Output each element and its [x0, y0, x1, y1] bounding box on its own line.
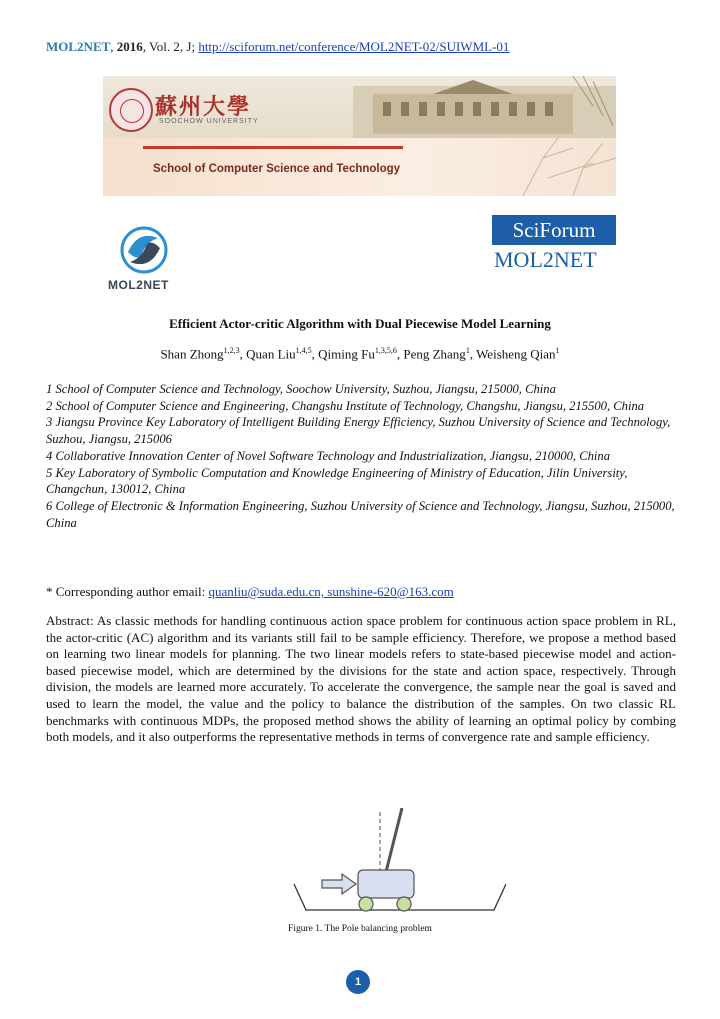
affiliation-item: 6 College of Electronic & Information Engineering, Suzhou University of Science and Technology, Jiangsu, Suzhou, 215000, China	[46, 498, 675, 530]
affiliation-list	[46, 381, 676, 531]
university-seal-icon	[109, 88, 153, 132]
corresponding-author	[46, 584, 454, 600]
affiliation-item: 2 School of Computer Science and Engineering, Changshu Institute of Technology, Changshu, Jiangsu, 215500, China	[46, 398, 645, 413]
conference-link[interactable]: http://sciforum.net/conference/MOL2NET-02/SUIWML-01	[198, 39, 510, 54]
sciforum-badge: SciForum	[492, 215, 616, 245]
affiliation-item: 1 School of Computer Science and Technology, Soochow University, Suzhou, Jiangsu, 215000, China	[46, 382, 556, 396]
journal-name: MOL2NET	[46, 39, 111, 54]
affiliation-item: 4 Collaborative Innovation Center of Novel Software Technology and Industrialization, Jiangsu, 210000, China	[46, 448, 611, 463]
journal-year: 2016	[116, 39, 143, 54]
author-affiliation-marker: 1	[465, 346, 470, 355]
abstract: Abstract: As classic methods for handling continuous action space problem for continuous action space problem in RL, the actor-critic (AC) algorithm and its variants still fail to be sample efficiency. Therefore, we propose a method based on learning two linear models for planning. The two linear models refers to state-based piecewise model and action-based piecewise model, which are determined by the divisions for the state and action space, respectively. Through division, the models are learned more accurately. To accelerate the convergence, the sample near the goal is saved and used to learn the model, the value and the policy to balance the distribution of the samples. On two classic RL benchmarks with continuous MDPs, the proposed method shows the ability of learning an optimal policy by combing both models, and it also outperforms the representative methods in terms of convergence rate and sample efficiency.	[46, 613, 676, 745]
paper-title: Efficient Actor-critic Algorithm with Dual Piecewise Model Learning	[169, 316, 551, 331]
journal-volume: , Vol. 2, J;	[142, 39, 196, 54]
mol2net-label: MOL2NET	[494, 247, 597, 272]
banner-rule	[143, 146, 403, 149]
university-chinese-name: 蘇州大學	[155, 94, 252, 120]
banner-top-band	[103, 76, 616, 138]
author: Qiming Fu	[318, 346, 375, 362]
corresponding-email-link[interactable]: quanliu@suda.edu.cn, sunshine-620@163.com	[208, 584, 454, 599]
page-number: 1	[346, 970, 370, 994]
department-name: School of Computer Science and Technology	[153, 163, 401, 175]
author-affiliation-marker: 1	[555, 346, 560, 355]
journal-header: MOL2NET, 2016, Vol. 2, J; http://sciforum.net/conference/MOL2NET-02/SUIWML-01	[46, 39, 510, 54]
figure-caption: Figure 1. The Pole balancing problem	[288, 924, 432, 934]
pole-balancing-figure	[276, 808, 506, 920]
author-list: Shan Zhong$^{1,2,3}$, Quan Liu$^{1,4,5}$, Qiming Fu$^{1,3,5,6}$, Peng Zhang$^1$, Weisheng Qian$^1$	[160, 346, 560, 362]
university-banner	[103, 76, 616, 196]
affiliation-item: 5 Key Laboratory of Symbolic Computation and Knowledge Engineering of Ministry of Education, Jilin University, Changchun, 130012, China	[46, 465, 628, 497]
author: Peng Zhang	[403, 346, 466, 362]
corresponding-label: * Corresponding author email:	[46, 584, 209, 599]
author-affiliation-marker: 1,2,3	[223, 346, 240, 355]
author: Weisheng Qian	[476, 346, 556, 362]
affiliation-item: 3 Jiangsu Province Key Laboratory of Intelligent Building Energy Efficiency, Suzhou University of Science and Technology, Suzhou, Jiangsu, 215006	[46, 415, 671, 447]
university-english-name: SOOCHOW UNIVERSITY	[159, 118, 259, 125]
author: Quan Liu	[246, 346, 296, 362]
author-affiliation-marker: 1,4,5	[295, 346, 312, 355]
mol2net-logo-text: MOL2NET	[108, 278, 169, 292]
author-affiliation-marker: 1,3,5,6	[374, 346, 397, 355]
author: Shan Zhong	[160, 346, 224, 362]
